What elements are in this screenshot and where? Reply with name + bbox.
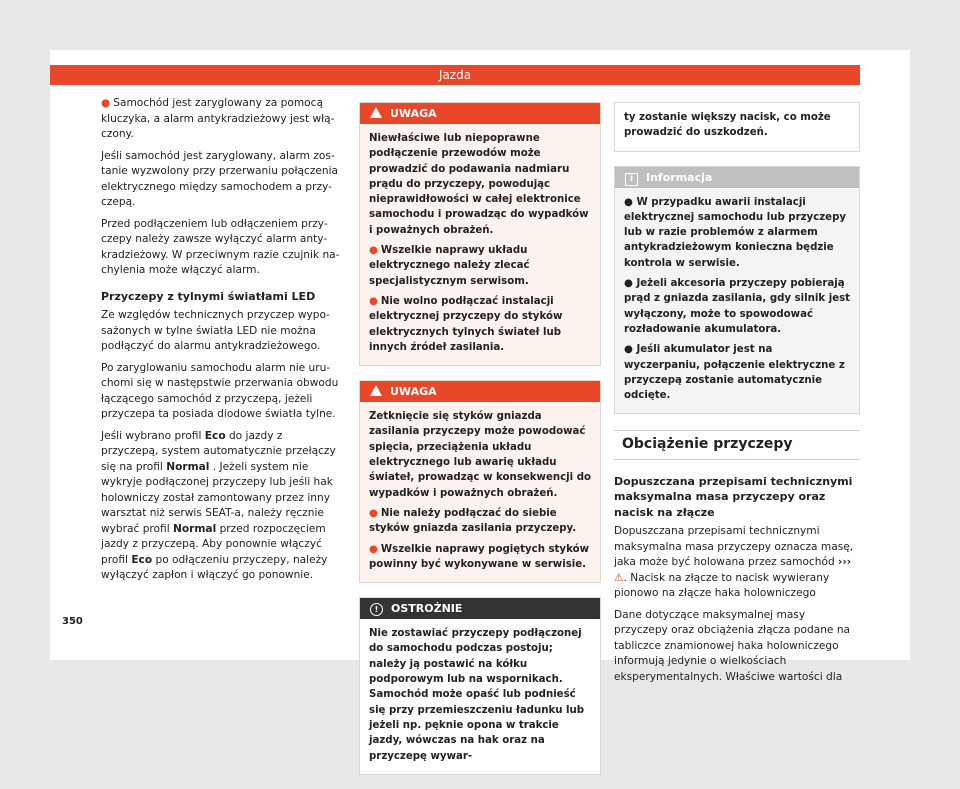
bullet-icon: ● [369,295,378,307]
bullet-icon: ● [101,97,111,109]
warning-header: UWAGA [360,381,600,402]
paragraph: Przed podłączeniem lub odłączeniem przy-czepy należy zawsze wyłączyć alarm anty-kradzieżowy. W przeciwnym razie czujnik na-chylenia może włączyć alarm. [101,217,340,276]
caution-header: ! OSTROŻNIE [360,598,600,619]
bullet-icon: ● [369,543,378,555]
bullet-paragraph: ● Samochód jest zaryglowany za pomocą kluczyka, a alarm antykradzieżowy jest włą-czony. [101,97,335,140]
paragraph: Dopuszczana przepisami technicznymi maksymalna masa przyczepy oznacza masę, jaka może być holowana przez samochód ››› ⚠. Nacisk na złącze to nacisk wywierany pionowo na złącze haka holowniczego [614,525,854,600]
caution-body: Nie zostawiać przyczepy podłączonej do samochodu podczas postoju; należy ją postawić na kółku podporowym lub na wspornikach. Samochód może opaść lub podnieść się przy przemieszczeniu ładunku lub jeżeli np. pęknie opona w trakcie jazdy, wówczas na hak oraz na przyczepę wywar- [360,619,600,774]
warning-icon [370,107,382,118]
column-left [101,96,341,590]
column-right [614,102,860,691]
caution-icon: ! [370,603,383,616]
column-middle [359,102,601,789]
subheading: Przyczepy z tylnymi światłami LED [101,289,316,303]
warning-icon [370,385,382,396]
info-icon: i [625,173,638,186]
subheading: Dopuszczana przepisami technicznymi maksymalna masa przyczepy oraz nacisk na złącze [614,474,853,519]
warning-body: Zetknięcie się styków gniazda zasilania przyczepy może powodować spięcia, przeciążenia układu elektrycznego lub awarię układu świateł, prowadząc w konsekwencji do wypadków i poważnych obrażeń. ● Nie należy podłączać do siebie styków gniazda zasilania przyczepy. ● Wszelkie naprawy pogiętych styków powinny być wykonywane w serwisie. [360,402,600,582]
warning-box [359,380,601,583]
caution-box [359,597,601,775]
caution-continuation: ty zostanie większy nacisk, co może prowadzić do uszkodzeń. [614,102,860,152]
warning-box [359,102,601,366]
bullet-icon: ● [369,245,378,257]
section-title: Obciążenie przyczepy [614,430,860,460]
page-number: 350 [62,616,83,627]
paragraph: Po zaryglowaniu samochodu alarm nie uru-chomi się w następstwie przerwania obwodu łączącego samochód z przyczepą, jeżeli przyczepa ta posiada diodowe światła tylne. [101,361,339,420]
paragraph: Dane dotyczące maksymalnej masy przyczepy oraz obciążenia złącza podane na tabliczce znamionowej haka holowniczego informują jedynie o wielkościach eksperymentalnych. Właściwe wartości dla [614,608,851,683]
warning-body: Niewłaściwe lub niepoprawne podłączenie przewodów może prowadzić do podawania nadmiaru prądu do przyczepy, powodując nieprawidłowości w całej elektronice samochodu i prowadząc do wypadków i poważnych obrażeń. ● Wszelkie naprawy układu elektrycznego należy zlecać specjalistycznym serwisom. ● Nie wolno podłączać instalacji elektrycznej przyczepy do styków elektrycznych tylnych świateł lub innych źródeł zasilania. [360,124,600,365]
bullet-icon: ● [369,507,378,519]
info-header: i Informacja [615,167,859,188]
warning-icon: ⚠ [614,571,624,584]
cross-reference[interactable]: ››› [838,556,852,569]
paragraph: Ze względów technicznych przyczep wypo-sażonych w tylne światła LED nie można podłączyć do alarmu antykradzieżowego. [101,309,330,352]
paragraph: Jeśli wybrano profil Eco do jazdy z przyczepą, system automatycznie przełączy się na profil Normal . Jeżeli system nie wykryje podłączonej przyczepy lub jeśli hak holowniczy został zamontowany przez inny warsztat niż serwis SEAT-a, należy ręcznie wybrać profil Normal przed rozpoczęciem jazdy z przyczepą. Aby ponownie włączyć profil Eco po odłączeniu przyczepy, należy wyłączyć zapłon i włączyć go ponownie. [101,429,336,581]
chapter-header [50,65,860,85]
warning-header: UWAGA [360,103,600,124]
info-body: ● W przypadku awarii instalacji elektrycznej samochodu lub przyczepy lub w razie problemów z alarmem antykradzieżowym konieczna będzie kontrola w serwisie. ● Jeżeli akcesoria przyczepy pobierają prąd z gniazda zasilania, gdy silnik jest wyłączony, może to spowodować rozładowanie akumulatora. ● Jeśli akumulator jest na wyczerpaniu, połączenie elektryczne z przyczepą zostanie automatycznie odcięte. [615,188,859,414]
chapter-title: Jazda [438,68,472,82]
info-box [614,166,860,415]
paragraph: Jeśli samochód jest zaryglowany, alarm zos-tanie wyzwolony przy przerwaniu połączenia elektrycznego między samochodem a przy-czepą. [101,149,339,208]
